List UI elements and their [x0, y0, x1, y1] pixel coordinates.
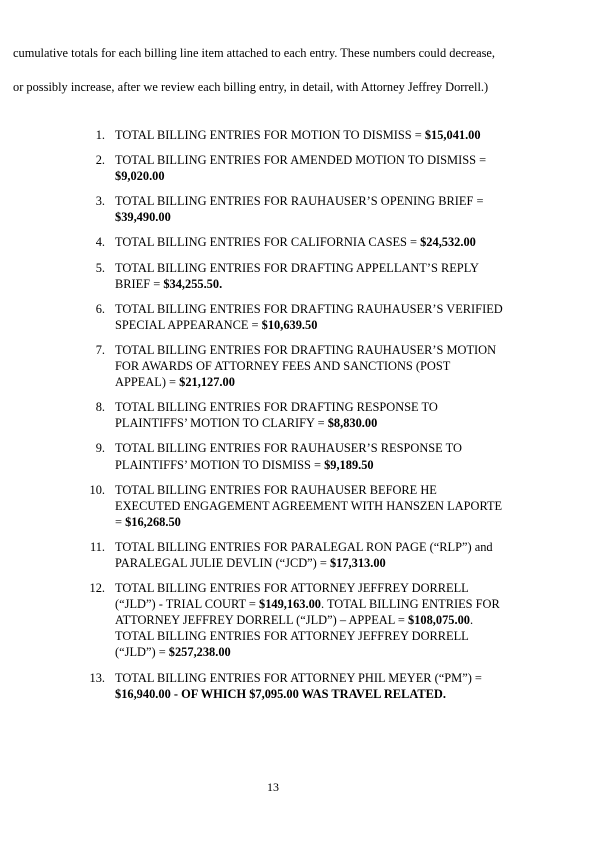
list-item: [90, 193, 598, 225]
list-item: [90, 670, 598, 702]
list-item: [90, 152, 598, 184]
list-item-number: 2.: [95, 153, 105, 168]
list-item-text: TOTAL BILLING ENTRIES FOR PARALEGAL RON PAGE (“RLP”) and PARALEGAL JULIE DEVLIN (“JCD”) = $17,313.00: [115, 539, 493, 570]
intro-line-2: or possibly increase, after we review each billing entry, in detail, with Attorney Jeffrey Dorrell.): [13, 80, 489, 94]
list-item-text: TOTAL BILLING ENTRIES FOR DRAFTING RAUHAUSER’S VERIFIED SPECIAL APPEARANCE = $10,639.50: [115, 301, 503, 332]
list-item-text: TOTAL BILLING ENTRIES FOR DRAFTING APPELLANT’S REPLY BRIEF = $34,255.50.: [115, 260, 479, 291]
list-item-text: TOTAL BILLING ENTRIES FOR ATTORNEY PHIL MEYER (“PM”) = $16,940.00 - OF WHICH $7,095.00 WAS TRAVEL RELATED.: [115, 670, 482, 701]
list-item-number: 5.: [95, 260, 105, 275]
list-item-number: 10.: [89, 482, 105, 497]
list-item: [90, 440, 598, 472]
list-item: [90, 260, 598, 292]
list-item-number: 3.: [95, 194, 105, 209]
list-item-text: TOTAL BILLING ENTRIES FOR RAUHAUSER’S OPENING BRIEF = $39,490.00: [115, 194, 484, 225]
intro-paragraph: [13, 36, 598, 104]
list-item: [90, 482, 598, 530]
billing-list: [90, 127, 598, 711]
list-item: [90, 399, 598, 431]
list-item-number: 6.: [95, 301, 105, 316]
list-item-text: TOTAL BILLING ENTRIES FOR ATTORNEY JEFFREY DORRELL (“JLD”) - TRIAL COURT = $149,163.00. TOTAL BILLING ENTRIES FOR ATTORNEY JEFFREY DORRELL (“JLD”) – APPEAL = $108,075.00. TOTAL BILLING ENTRIES FOR ATTORNEY JEFFREY DORRELL (“JLD”) = $257,238.00: [115, 581, 500, 660]
list-item-number: 7.: [95, 342, 105, 357]
list-item-number: 12.: [89, 581, 105, 596]
list-item-number: 4.: [95, 235, 105, 250]
list-item: [90, 342, 598, 390]
list-item-text: TOTAL BILLING ENTRIES FOR DRAFTING RAUHAUSER’S MOTION FOR AWARDS OF ATTORNEY FEES AND SANCTIONS (POST APPEAL) = $21,127.00: [115, 342, 497, 390]
list-item: [90, 539, 598, 571]
list-item-number: 1.: [95, 128, 105, 142]
list-item-text: TOTAL BILLING ENTRIES FOR CALIFORNIA CASES = $24,532.00: [115, 235, 476, 250]
list-item: [90, 580, 598, 660]
list-item-number: 11.: [89, 539, 105, 554]
list-item-text: TOTAL BILLING ENTRIES FOR RAUHAUSER BEFORE HE EXECUTED ENGAGEMENT AGREEMENT WITH HANSZEN LAPORTE = $16,268.50: [115, 482, 503, 529]
list-item-number: 8.: [95, 400, 105, 415]
list-item-number: 9.: [95, 441, 105, 456]
list-item-text: TOTAL BILLING ENTRIES FOR RAUHAUSER’S RESPONSE TO PLAINTIFFS’ MOTION TO DISMISS = $9,189.50: [115, 441, 462, 472]
intro-line-1: cumulative totals for each billing line item attached to each entry. These numbers could decrease,: [13, 46, 496, 60]
list-item-text: TOTAL BILLING ENTRIES FOR MOTION TO DISMISS = $15,041.00: [115, 128, 481, 142]
list-item-text: TOTAL BILLING ENTRIES FOR AMENDED MOTION TO DISMISS = $9,020.00: [115, 153, 487, 184]
list-item: [90, 234, 598, 250]
page-number: 13: [267, 780, 279, 794]
list-item-text: TOTAL BILLING ENTRIES FOR DRAFTING RESPONSE TO PLAINTIFFS’ MOTION TO CLARIFY = $8,830.00: [115, 400, 438, 431]
list-item: [90, 127, 598, 143]
list-item-number: 13.: [89, 670, 105, 685]
list-item: [90, 301, 598, 333]
